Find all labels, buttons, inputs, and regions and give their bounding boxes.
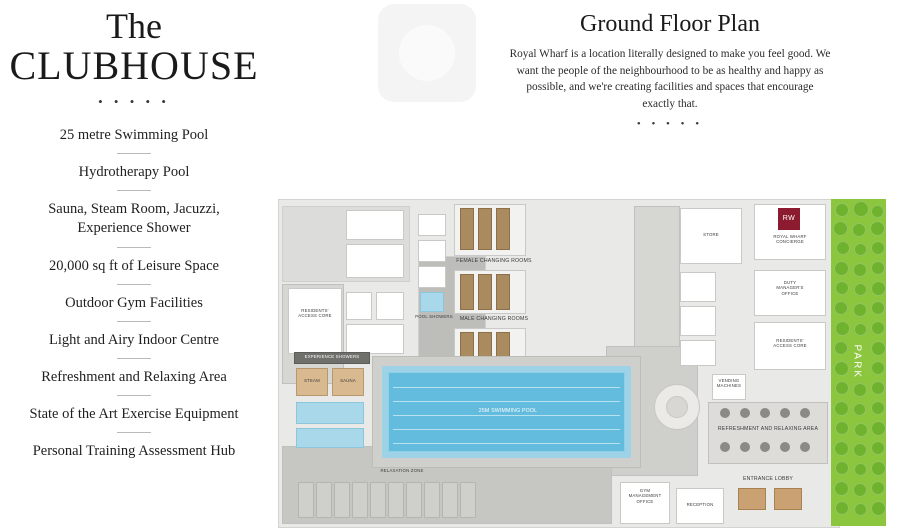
- tree-icon: [854, 283, 867, 296]
- list-item: 25 metre Swimming Pool: [59, 127, 209, 143]
- table: [720, 442, 730, 452]
- park-label: [852, 345, 863, 359]
- lounger: [460, 482, 476, 518]
- tree-icon: [871, 441, 885, 455]
- tree-icon: [871, 321, 885, 335]
- room-label-experience-showers: EXPERIENCE SHOWERS: [304, 354, 360, 359]
- pool-lane-line: [393, 401, 620, 402]
- list-divider: [117, 358, 151, 359]
- table: [740, 408, 750, 418]
- tree-icon: [870, 221, 885, 236]
- plan-room: [680, 272, 716, 302]
- pool-lane-line: [393, 415, 620, 416]
- list-divider: [117, 247, 151, 248]
- plan-room: [418, 240, 446, 262]
- list-divider: [117, 153, 151, 154]
- tree-icon: [852, 223, 866, 237]
- tree-icon: [853, 403, 866, 416]
- list-divider: [117, 432, 151, 433]
- room-label-store: STORE: [703, 232, 719, 237]
- list-item: Light and Airy Indoor Centre: [49, 332, 219, 348]
- page-title-clubhouse: CLUBHOUSE: [9, 43, 259, 88]
- room-residents-access-core-left: [288, 288, 342, 354]
- tree-icon: [871, 241, 885, 255]
- tree-icon: [871, 361, 885, 375]
- plan-room: [346, 210, 404, 240]
- list-item: Hydrotherapy Pool: [78, 164, 190, 180]
- room-label-duty-office: DUTY MANAGER'S OFFICE: [776, 280, 804, 296]
- plan-room: [346, 292, 372, 320]
- locker-bank: [496, 208, 510, 250]
- tree-icon: [854, 423, 868, 437]
- ground-floor-header: [505, 10, 835, 130]
- tree-icon: [853, 263, 867, 277]
- list-divider: [117, 321, 151, 322]
- tree-icon: [835, 281, 849, 295]
- tree-icon: [871, 501, 886, 516]
- tree-icon: [871, 421, 886, 436]
- tree-icon: [835, 381, 849, 395]
- lobby-furniture: [774, 488, 802, 510]
- left-column: [0, 0, 268, 529]
- room-label-entrance-lobby: ENTRANCE LOBBY: [742, 476, 794, 482]
- tree-icon: [835, 203, 849, 217]
- room-label-refreshment: REFRESHMENT AND RELAXING AREA: [717, 426, 819, 432]
- plan-room: [346, 244, 404, 278]
- list-divider: [117, 395, 151, 396]
- tree-icon: [871, 281, 886, 296]
- locker-bank: [496, 274, 510, 310]
- tree-icon: [871, 481, 885, 495]
- tree-icon: [835, 461, 849, 475]
- ground-floor-title: Ground Floor Plan: [580, 11, 760, 37]
- tree-icon: [854, 463, 867, 476]
- logo-placeholder: [378, 4, 476, 102]
- tree-icon: [834, 301, 848, 315]
- tree-icon: [853, 201, 869, 217]
- room-label-residents-core-right: RESIDENTS' ACCESS CORE: [773, 338, 807, 349]
- list-item: Refreshment and Relaxing Area: [41, 369, 227, 385]
- tree-icon: [853, 303, 867, 317]
- list-item: State of the Art Exercise Equipment: [29, 406, 239, 422]
- tree-icon: [853, 443, 867, 457]
- ground-floor-body: Royal Wharf is a location literally designed to make you feel good. We want the people of the neighbourhood to be as healthy and happy as possible, and we're creating facilities and spaces that encourage exactly that.: [509, 48, 831, 110]
- tree-icon: [854, 243, 867, 256]
- tree-icon: [834, 441, 849, 456]
- ground-floor-plan-image: [268, 196, 900, 529]
- room-label-steam: STEAM: [304, 378, 320, 383]
- room-label-residents-core-left: RESIDENTS' ACCESS CORE: [298, 308, 332, 319]
- table: [740, 442, 750, 452]
- pool-lane-line: [393, 387, 620, 388]
- feature-list: [0, 126, 268, 460]
- tree-icon: [836, 241, 850, 255]
- lounger: [424, 482, 440, 518]
- list-item: 20,000 sq ft of Leisure Space: [49, 258, 219, 274]
- plan-room: [418, 214, 446, 236]
- table: [760, 442, 770, 452]
- room-label-sauna: SAUNA: [340, 378, 356, 383]
- tree-icon: [853, 383, 867, 397]
- tree-icon: [854, 503, 867, 516]
- lounger: [334, 482, 350, 518]
- locker-bank: [478, 208, 492, 250]
- hydrotherapy-pool: [296, 402, 364, 424]
- shower-stall: [420, 292, 444, 312]
- room-label-gym-office: GYM MANAGEMENT OFFICE: [628, 488, 662, 504]
- room-label-relaxation-zone: RELAXATION ZONE: [380, 468, 424, 473]
- lounger: [406, 482, 422, 518]
- list-item: Sauna, Steam Room, Jacuzzi, Experience Shower: [48, 201, 220, 236]
- locker-bank: [460, 274, 474, 310]
- plan-room: [376, 292, 404, 320]
- room-label-male-changing: MALE CHANGING ROOMS: [459, 316, 529, 322]
- tree-icon: [834, 401, 849, 416]
- royal-wharf-logo-badge: RW: [778, 208, 800, 230]
- spiral-staircase-core: [666, 396, 688, 418]
- room-label-female-changing: FEMALE CHANGING ROOMS: [456, 258, 532, 264]
- room-label-reception: RECEPTION: [686, 502, 714, 507]
- tree-icon: [854, 323, 867, 336]
- list-divider: [117, 190, 151, 191]
- plan-room: [680, 340, 716, 366]
- lobby-furniture: [738, 488, 766, 510]
- tree-icon: [835, 421, 849, 435]
- tree-icon: [834, 481, 849, 496]
- pool-lane-line: [393, 429, 620, 430]
- plan-room: [418, 266, 446, 288]
- list-item: Personal Training Assessment Hub: [32, 443, 236, 459]
- header-dot-divider: • • • • •: [636, 118, 704, 130]
- tree-icon: [871, 301, 885, 315]
- table: [800, 442, 810, 452]
- list-divider: [117, 284, 151, 285]
- plan-room: [680, 306, 716, 336]
- table: [720, 408, 730, 418]
- tree-icon: [871, 401, 885, 415]
- table: [800, 408, 810, 418]
- tree-icon: [871, 461, 886, 476]
- lounger: [442, 482, 458, 518]
- tree-icon: [871, 381, 885, 395]
- logo-inner-circle: [399, 25, 455, 81]
- page-title-the: The: [106, 6, 162, 46]
- list-item: Outdoor Gym Facilities: [65, 295, 203, 311]
- room-label-pool-showers: POOL SHOWERS: [415, 314, 453, 319]
- room-label-vending: VENDING MACHINES: [716, 378, 742, 389]
- plan-room: [346, 324, 404, 354]
- locker-bank: [478, 274, 492, 310]
- lounger: [316, 482, 332, 518]
- table: [780, 408, 790, 418]
- pool-lane-line: [393, 443, 620, 444]
- tree-icon: [835, 501, 849, 515]
- jacuzzi: [296, 428, 364, 448]
- lounger: [388, 482, 404, 518]
- tree-icon: [871, 341, 886, 356]
- title-dot-divider: • • • • •: [98, 94, 170, 109]
- room-label-concierge: ROYAL WHARF CONCIERGE: [773, 234, 807, 245]
- tree-icon: [871, 205, 884, 218]
- lounger: [298, 482, 314, 518]
- lounger: [352, 482, 368, 518]
- tree-icon: [834, 261, 849, 276]
- tree-icon: [835, 321, 850, 336]
- room-label-pool: 25M SWIMMING POOL: [478, 408, 538, 414]
- table: [760, 408, 770, 418]
- tree-icon: [853, 483, 867, 497]
- locker-bank: [460, 208, 474, 250]
- tree-icon: [833, 221, 848, 236]
- table: [780, 442, 790, 452]
- lounger: [370, 482, 386, 518]
- tree-icon: [834, 341, 848, 355]
- tree-icon: [871, 261, 885, 275]
- tree-icon: [834, 361, 849, 376]
